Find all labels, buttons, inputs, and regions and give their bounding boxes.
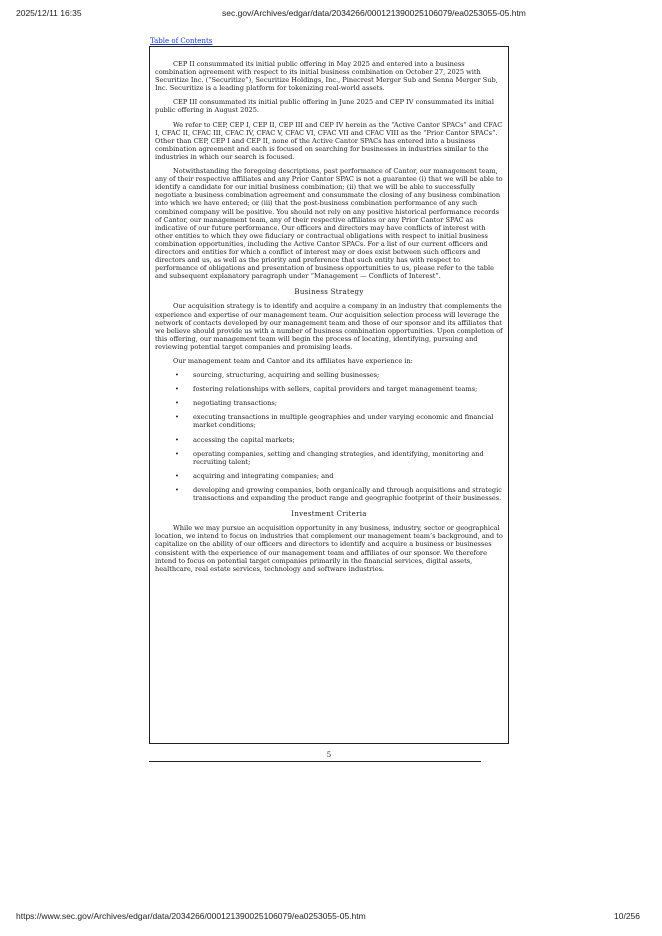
paragraph-cep-ii: CEP II consummated its initial public offering in May 2025 and entered into a business combination agreement with respect to its initial business combination on October 27, 2025 with Securitize Inc. (“Securitize”), Securitize Holdings, Inc., Pinecrest Merger Sub and Senna Merger Sub, Inc. Securitize is a leading platform for tokenizing real-world assets. xyxy=(155,60,498,93)
list-item xyxy=(155,486,503,502)
print-timestamp: 2025/12/11 16:35 xyxy=(16,8,82,18)
paragraph-past-performance: Notwithstanding the foregoing descriptions, past performance of Cantor, our management team, any of their respective affiliates and any Prior Cantor SPAC is not a guarantee (i) that we will be able to identify a candidate for our initial business combination; (ii) that we will be able to successfully negotiate a business combination agreement and consummate the closing of any business combination into which we have entered; or (iii) that the post-business combination performance of any such combined company will be positive. You should not rely on any positive historical performance records of Cantor, our management team, any of their respective affiliates or any Prior Cantor SPAC as indicative of our future performance. Our officers and directors may have conflicts of interest with other entities to which they owe fiduciary or contractual obligations with respect to initial business combination opportunities, including the Active Cantor SPACs. For a list of our current officers and directors and entities for which a conflict of interest may or does exist between such officers and directors and us, as well as the priority and preference that such entity has with respect to performance of obligations and presentation of business opportunities to us, please refer to the table and subsequent explanatory paragraph under “Management — Conflicts of Interest”. xyxy=(155,167,503,281)
bullet-glyph: • xyxy=(175,385,179,394)
list-item xyxy=(155,436,503,444)
investment-criteria-heading: Investment Criteria xyxy=(291,510,367,519)
bullet-glyph: • xyxy=(175,413,179,422)
list-item xyxy=(155,413,503,429)
list-item-text: negotiating transactions; xyxy=(193,399,277,408)
paragraph-investment-criteria: While we may pursue an acquisition opportunity in any business, industry, sector or geographical location, we intend to focus on industries that complement our management team’s background, and to capitalize on the ability of our officers and directors to identify and acquire a business or businesses consistent with the experience of our management team and affiliates of our sponsor. We therefore intend to focus on potential target companies primarily in the financial services, digital assets, healthcare, real estate services, technology and software industries. xyxy=(155,524,503,573)
print-page-count: 10/256 xyxy=(614,911,640,921)
print-footer-url: https://www.sec.gov/Archives/edgar/data/2034266/000121390025106079/ea0253055-05.htm xyxy=(16,911,366,921)
print-footer xyxy=(0,911,662,925)
page-number: 5 xyxy=(326,751,332,759)
bullet-glyph: • xyxy=(175,399,179,408)
list-item-text: operating companies, setting and changing strategies, and identifying, monitoring and recruiting talent; xyxy=(193,449,484,466)
document-body xyxy=(155,60,503,573)
list-item xyxy=(155,385,503,393)
bullet-glyph: • xyxy=(175,471,179,480)
print-header xyxy=(0,8,662,22)
paragraph-cep-iii-iv: CEP III consummated its initial public offering in June 2025 and CEP IV consummated its initial public offering in August 2025. xyxy=(155,98,494,115)
bullet-glyph: • xyxy=(175,371,179,380)
list-item xyxy=(155,399,503,407)
page-divider xyxy=(149,761,481,762)
list-item-text: fostering relationships with sellers, capital providers and target management teams; xyxy=(193,385,478,394)
list-item-text: developing and growing companies, both organically and through acquisitions and strategic transactions and expanding the product range and geographic footprint of their businesses. xyxy=(193,485,502,503)
bullet-glyph: • xyxy=(175,435,179,444)
list-item xyxy=(155,450,503,466)
list-item-text: executing transactions in multiple geographies and under varying economic and financial market conditions; xyxy=(193,413,494,430)
list-item-text: acquiring and integrating companies; and xyxy=(193,471,334,480)
paragraph-acquisition-strategy: Our acquisition strategy is to identify and acquire a company in an industry that complements the experience and expertise of our management team. Our acquisition selection process will leverage the network of contacts developed by our management team and those of our sponsor and its affiliates that we believe should provide us with a number of business combination opportunities. Upon completion of this offering, our management team will begin the process of locating, identifying, pursuing and reviewing potential target companies and promising leads. xyxy=(155,302,503,351)
bullet-glyph: • xyxy=(175,449,179,458)
paragraph-experience-intro: Our management team and Cantor and its affiliates have experience in: xyxy=(173,357,413,365)
table-of-contents-link[interactable]: Table of Contents xyxy=(150,37,213,45)
bullet-glyph: • xyxy=(175,485,179,494)
business-strategy-heading: Business Strategy xyxy=(294,288,364,297)
list-item-text: sourcing, structuring, acquiring and selling businesses; xyxy=(193,371,380,380)
document-frame xyxy=(149,46,509,744)
print-header-url: sec.gov/Archives/edgar/data/2034266/000121390025106079/ea0253055-05.htm xyxy=(222,8,526,18)
experience-list xyxy=(155,371,503,502)
list-item-text: accessing the capital markets; xyxy=(193,435,295,444)
paragraph-active-prior-spacs: We refer to CEP, CEP I, CEP II, CEP III and CEP IV herein as the “Active Cantor SPACs” and CFAC I, CFAC II, CFAC III, CFAC IV, CFAC V, CFAC VI, CFAC VII and CFAC VIII as the “Prior Cantor SPACs”. Other than CEP, CEP I and CEP II, none of the Active Cantor SPACs has entered into a business combination agreement and each is focused on searching for businesses in industries similar to the industries in which our search is focused. xyxy=(155,120,503,161)
list-item xyxy=(155,371,503,379)
list-item xyxy=(155,472,503,480)
